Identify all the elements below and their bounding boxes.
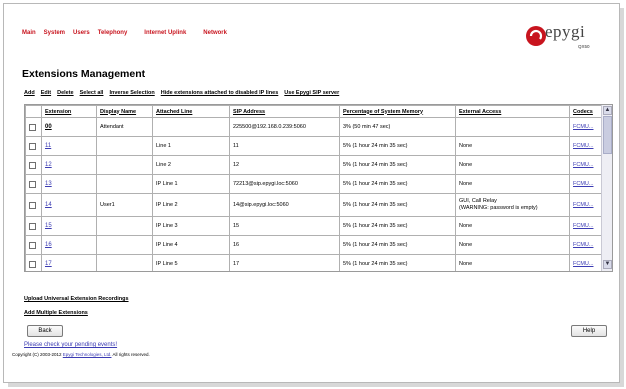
add-multiple-extensions-link[interactable]: Add Multiple Extensions — [24, 310, 88, 316]
add-link[interactable]: Add — [24, 90, 35, 96]
extensions-table — [25, 105, 602, 272]
codecs-link[interactable]: FCMU... — [573, 162, 594, 168]
extension-cell — [42, 217, 97, 236]
memory-cell: 5% (1 hour 24 min 35 sec) — [340, 236, 456, 255]
external-access-cell: None — [456, 255, 570, 273]
codecs-cell — [570, 217, 602, 236]
row-select-cell — [26, 175, 42, 194]
copyright-prefix: Copyright (C) 2003-2012 — [12, 352, 63, 357]
menu-item-users[interactable]: Users — [73, 30, 90, 36]
memory-cell: 3% (50 min 47 sec) — [340, 118, 456, 137]
memory-cell: 5% (1 hour 24 min 35 sec) — [340, 194, 456, 217]
upload-recordings-link[interactable]: Upload Universal Extension Recordings — [24, 296, 129, 302]
company-link[interactable]: Epygi Technologies, Ltd. — [62, 352, 112, 357]
codecs-link[interactable]: FCMU... — [573, 223, 594, 229]
logo-model: QX50 — [578, 44, 590, 49]
menu-item-network[interactable]: Network — [203, 30, 227, 36]
main-menu — [22, 30, 235, 36]
memory-cell: 5% (1 hour 24 min 35 sec) — [340, 175, 456, 194]
display-name-cell — [97, 217, 153, 236]
back-button[interactable]: Back — [27, 325, 63, 337]
header-memory[interactable]: Percentage of System Memory — [340, 106, 456, 118]
attached-line-cell: Line 2 — [153, 156, 230, 175]
delete-link[interactable]: Delete — [57, 90, 74, 96]
menu-item-main[interactable]: Main — [22, 30, 36, 36]
row-checkbox[interactable] — [29, 124, 36, 131]
attached-line-cell: Line 1 — [153, 137, 230, 156]
sip-address-cell: 15 — [230, 217, 340, 236]
header-select — [26, 106, 42, 118]
display-name-cell — [97, 137, 153, 156]
extension-link[interactable]: 13 — [45, 181, 52, 187]
display-name-cell — [97, 236, 153, 255]
row-select-cell — [26, 137, 42, 156]
copyright-suffix: All rights reserved. — [111, 352, 150, 357]
attached-line-cell — [153, 118, 230, 137]
attached-line-cell: IP Line 1 — [153, 175, 230, 194]
sip-address-cell: 14@sip.epygi.loc:5060 — [230, 194, 340, 217]
sip-address-cell: 225500@192.168.0.239:5060 — [230, 118, 340, 137]
extension-link[interactable]: 11 — [45, 143, 52, 149]
memory-cell: 5% (1 hour 24 min 35 sec) — [340, 217, 456, 236]
header-extension[interactable]: Extension — [42, 106, 97, 118]
external-access-cell: None — [456, 236, 570, 255]
codecs-link[interactable]: FCMU... — [573, 202, 594, 208]
table-row[interactable] — [26, 175, 602, 194]
extension-link[interactable]: 00 — [45, 124, 52, 130]
codecs-link[interactable]: FCMU... — [573, 242, 594, 248]
table-row[interactable] — [26, 255, 602, 273]
codecs-cell — [570, 194, 602, 217]
display-name-cell: Attendant — [97, 118, 153, 137]
scroll-up-icon[interactable]: ▲ — [604, 107, 611, 113]
table-row[interactable] — [26, 118, 602, 137]
codecs-cell — [570, 118, 602, 137]
codecs-cell — [570, 175, 602, 194]
inverse-selection-link[interactable]: Inverse Selection — [109, 90, 155, 96]
row-checkbox[interactable] — [29, 242, 36, 249]
scrollbar-thumb[interactable] — [603, 116, 612, 154]
menu-item-telephony[interactable]: Telephony — [97, 30, 128, 36]
extension-link[interactable]: 12 — [45, 162, 52, 168]
row-select-cell — [26, 255, 42, 273]
display-name-cell: User1 — [97, 194, 153, 217]
row-checkbox[interactable] — [29, 223, 36, 230]
codecs-cell — [570, 137, 602, 156]
hide-disabled-ip-lines-link[interactable]: Hide extensions attached to disabled IP lines — [160, 90, 279, 96]
header-codecs[interactable]: Codecs — [570, 106, 602, 118]
pending-events-link[interactable]: Please check your pending events! — [24, 342, 118, 348]
extension-cell — [42, 156, 97, 175]
codecs-link[interactable]: FCMU... — [573, 261, 594, 267]
table-row[interactable] — [26, 217, 602, 236]
table-row[interactable] — [26, 194, 602, 217]
frame-shadow-bottom — [8, 383, 624, 387]
external-access-cell — [456, 118, 570, 137]
extensions-table-container — [24, 104, 613, 272]
sip-address-cell: 17 — [230, 255, 340, 273]
external-access-cell: None — [456, 175, 570, 194]
row-select-cell — [26, 236, 42, 255]
extension-link[interactable]: 14 — [45, 202, 52, 208]
select-all-link[interactable]: Select all — [79, 90, 104, 96]
table-header-row — [26, 106, 602, 118]
copyright — [12, 352, 150, 357]
codecs-cell — [570, 236, 602, 255]
row-select-cell — [26, 118, 42, 137]
extension-cell — [42, 118, 97, 137]
table-row[interactable] — [26, 156, 602, 175]
table-row[interactable] — [26, 137, 602, 156]
row-select-cell — [26, 217, 42, 236]
row-checkbox[interactable] — [29, 202, 36, 209]
attached-line-cell: IP Line 2 — [153, 194, 230, 217]
extension-cell — [42, 236, 97, 255]
action-bar — [24, 90, 345, 96]
extension-cell — [42, 194, 97, 217]
external-access-cell: None — [456, 156, 570, 175]
external-access-cell: None — [456, 137, 570, 156]
header-external-access[interactable]: External Access — [456, 106, 570, 118]
sip-address-cell: 12 — [230, 156, 340, 175]
attached-line-cell: IP Line 3 — [153, 217, 230, 236]
extension-link[interactable]: 17 — [45, 261, 52, 267]
logo-brand: epygi — [545, 22, 586, 41]
codecs-cell — [570, 255, 602, 273]
row-checkbox[interactable] — [29, 261, 36, 268]
frame-shadow-right — [620, 8, 624, 386]
memory-cell: 5% (1 hour 24 min 35 sec) — [340, 255, 456, 273]
row-checkbox[interactable] — [29, 143, 36, 150]
sip-address-cell: 72213@sip.epygi.loc:5060 — [230, 175, 340, 194]
header-display-name[interactable]: Display Name — [97, 106, 153, 118]
attached-line-cell: IP Line 5 — [153, 255, 230, 273]
menu-item-internet-uplink[interactable]: Internet Uplink — [144, 30, 187, 36]
extension-link[interactable]: 15 — [45, 223, 52, 229]
sip-address-cell: 11 — [230, 137, 340, 156]
memory-cell: 5% (1 hour 24 min 35 sec) — [340, 137, 456, 156]
display-name-cell — [97, 175, 153, 194]
header-attached-line[interactable]: Attached Line — [153, 106, 230, 118]
codecs-link[interactable]: FCMU... — [573, 181, 594, 187]
header-sip-address[interactable]: SIP Address — [230, 106, 340, 118]
codecs-link[interactable]: FCMU... — [573, 143, 594, 149]
edit-link[interactable]: Edit — [40, 90, 52, 96]
menu-item-system[interactable]: System — [43, 30, 66, 36]
table-row[interactable] — [26, 236, 602, 255]
external-access-cell: GUI, Call Relay (WARNING: password is empty) — [456, 194, 570, 217]
codecs-link[interactable]: FCMU... — [573, 124, 594, 130]
help-button[interactable]: Help — [571, 325, 607, 337]
codecs-cell — [570, 156, 602, 175]
attached-line-cell: IP Line 4 — [153, 236, 230, 255]
row-select-cell — [26, 156, 42, 175]
scroll-down-icon[interactable]: ▼ — [604, 261, 611, 267]
display-name-cell — [97, 156, 153, 175]
extension-link[interactable]: 16 — [45, 242, 52, 248]
extension-cell — [42, 255, 97, 273]
table-scrollbar[interactable] — [601, 105, 612, 271]
extension-cell — [42, 175, 97, 194]
row-checkbox[interactable] — [29, 162, 36, 169]
page-title: Extensions Management — [22, 68, 146, 80]
use-epygi-sip-server-link[interactable]: Use Epygi SIP server — [284, 90, 340, 96]
display-name-cell — [97, 255, 153, 273]
row-select-cell — [26, 194, 42, 217]
external-access-cell: None — [456, 217, 570, 236]
extension-cell — [42, 137, 97, 156]
sip-address-cell: 16 — [230, 236, 340, 255]
memory-cell: 5% (1 hour 24 min 35 sec) — [340, 156, 456, 175]
row-checkbox[interactable] — [29, 181, 36, 188]
